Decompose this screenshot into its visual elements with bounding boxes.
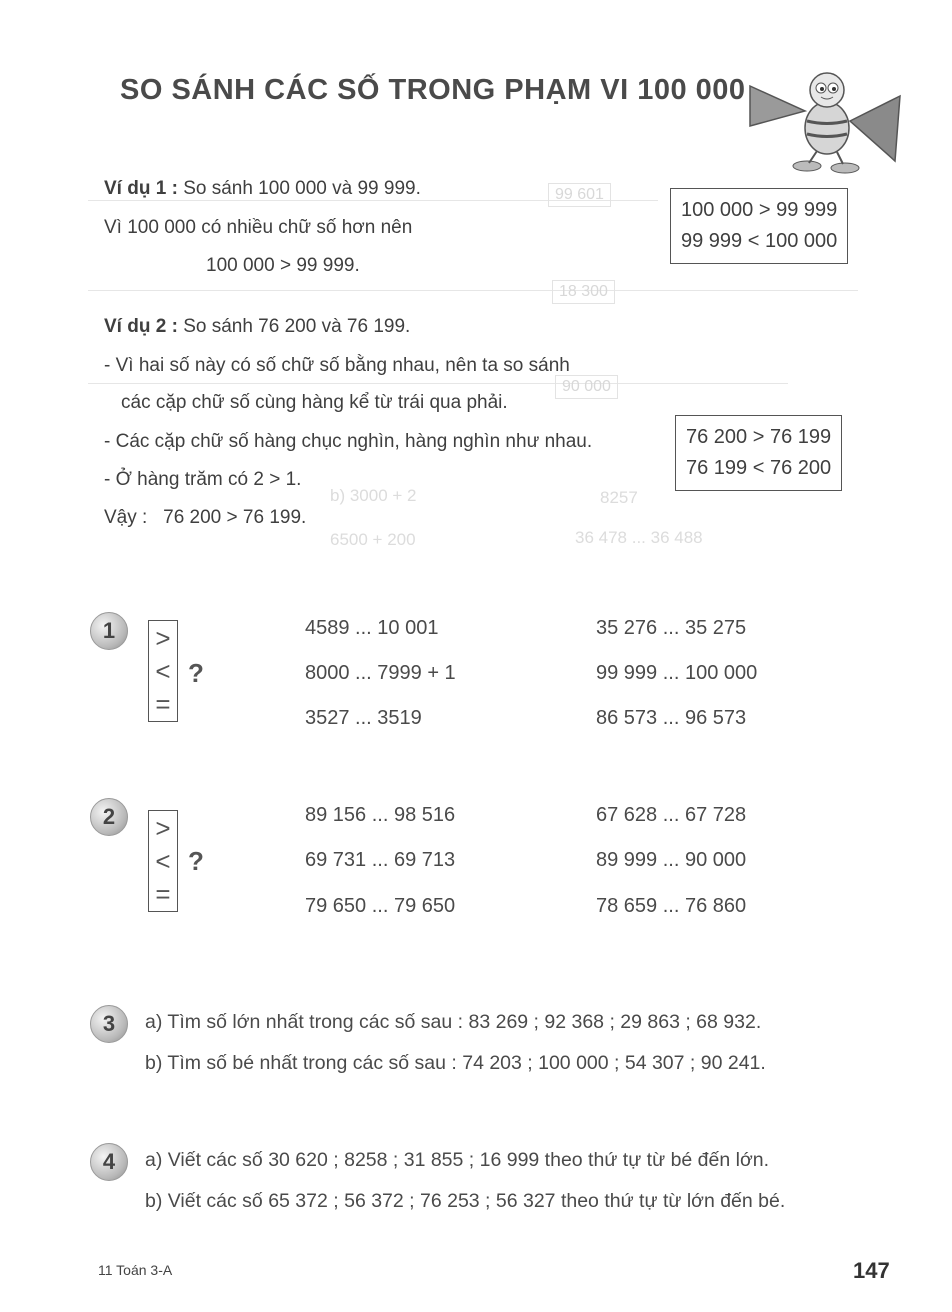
example1-line1: Vì 100 000 có nhiều chữ số hơn nên	[104, 217, 413, 238]
bleed-line	[88, 383, 788, 384]
greater-than-sign: >	[155, 812, 171, 843]
exercise2-item: 78 659 ... 76 860	[596, 895, 747, 917]
exercise1-item: 99 999 ... 100 000	[596, 662, 758, 684]
equals-sign: =	[155, 879, 171, 910]
exercise1-item: 35 276 ... 35 275	[596, 617, 747, 639]
exercise1-item: 3527 ... 3519	[305, 707, 422, 729]
exercise2-item: 89 999 ... 90 000	[596, 849, 747, 871]
exercise4-part-a: a) Viết các số 30 620 ; 8258 ; 31 855 ; 16 999 theo thứ tự từ bé đến lớn.	[145, 1149, 770, 1171]
example2-heading-text: So sánh 76 200 và 76 199.	[183, 316, 411, 337]
exercise1-question-mark: ?	[188, 658, 204, 688]
bleed-box: 18 300	[552, 280, 615, 304]
less-than-sign: <	[155, 845, 171, 876]
exercise4-part-b: b) Viết các số 65 372 ; 56 372 ; 76 253 ; 56 327 theo thứ tự từ lớn đến bé.	[145, 1190, 786, 1212]
page-title: SO SÁNH CÁC SỐ TRONG PHẠM VI 100 000	[120, 74, 746, 106]
footer-label: 11 Toán 3-A	[98, 1262, 173, 1278]
example2-heading	[104, 316, 410, 338]
example1-label: Ví dụ 1 :	[104, 178, 178, 199]
less-than-sign: <	[155, 655, 171, 686]
example2-label: Ví dụ 2 :	[104, 316, 178, 337]
example1-line2: 100 000 > 99 999.	[206, 255, 360, 276]
exercise1-number-badge: 1	[90, 612, 128, 650]
exercise2-item: 79 650 ... 79 650	[305, 895, 456, 917]
example2-result-2: 76 199 < 76 200	[686, 457, 832, 479]
exercise3-part-a: a) Tìm số lớn nhất trong các số sau : 83 269 ; 92 368 ; 29 863 ; 68 932.	[145, 1011, 762, 1033]
exercise2-number-badge: 2	[90, 798, 128, 836]
greater-than-sign: >	[155, 622, 171, 653]
exercise1-sign-box	[148, 620, 178, 722]
example1-result-box	[670, 188, 848, 264]
bee-mascot-illustration	[745, 66, 905, 176]
exercise4-number-badge: 4	[90, 1143, 128, 1181]
example2-line4: - Ở hàng trăm có 2 > 1.	[104, 469, 302, 490]
example1-result-2: 99 999 < 100 000	[681, 230, 838, 252]
bleed-text: 8257	[600, 488, 638, 507]
example1-result-1: 100 000 > 99 999	[681, 199, 838, 221]
exercise2-item: 69 731 ... 69 713	[305, 849, 456, 871]
bleed-line	[88, 290, 858, 291]
example2-line1: - Vì hai số này có số chữ số bằng nhau, nên ta so sánh	[104, 355, 570, 376]
example2-result-1: 76 200 > 76 199	[686, 426, 832, 448]
example1-heading-text: So sánh 100 000 và 99 999.	[183, 178, 421, 199]
bleed-box: 90 000	[555, 375, 618, 399]
exercise3-part-b: b) Tìm số bé nhất trong các số sau : 74 203 ; 100 000 ; 54 307 ; 90 241.	[145, 1052, 766, 1074]
exercise2-item: 89 156 ... 98 516	[305, 804, 456, 826]
exercise2-sign-box	[148, 810, 178, 912]
equals-sign: =	[155, 689, 171, 720]
exercise3-number-badge: 3	[90, 1005, 128, 1043]
example2-conclusion: Vậy : 76 200 > 76 199.	[104, 507, 307, 528]
exercise2-item: 67 628 ... 67 728	[596, 804, 747, 826]
exercise1-item: 4589 ... 10 001	[305, 617, 439, 639]
example2-line3: - Các cặp chữ số hàng chục nghìn, hàng nghìn như nhau.	[104, 431, 593, 452]
example2-result-box	[675, 415, 842, 491]
exercise2-question-mark: ?	[188, 846, 204, 876]
bleed-text: 36 478 ... 36 488	[575, 528, 703, 547]
example2-line2: các cặp chữ số cùng hàng kể từ trái qua phải.	[121, 392, 508, 413]
page-number: 147	[853, 1258, 890, 1283]
bleed-text: b) 3000 + 2	[330, 486, 417, 505]
bleed-text: 6500 + 200	[330, 530, 416, 549]
exercise1-item: 8000 ... 7999 + 1	[305, 662, 456, 684]
bleed-box: 99 601	[548, 183, 611, 207]
exercise1-item: 86 573 ... 96 573	[596, 707, 747, 729]
example1-heading	[104, 178, 421, 200]
